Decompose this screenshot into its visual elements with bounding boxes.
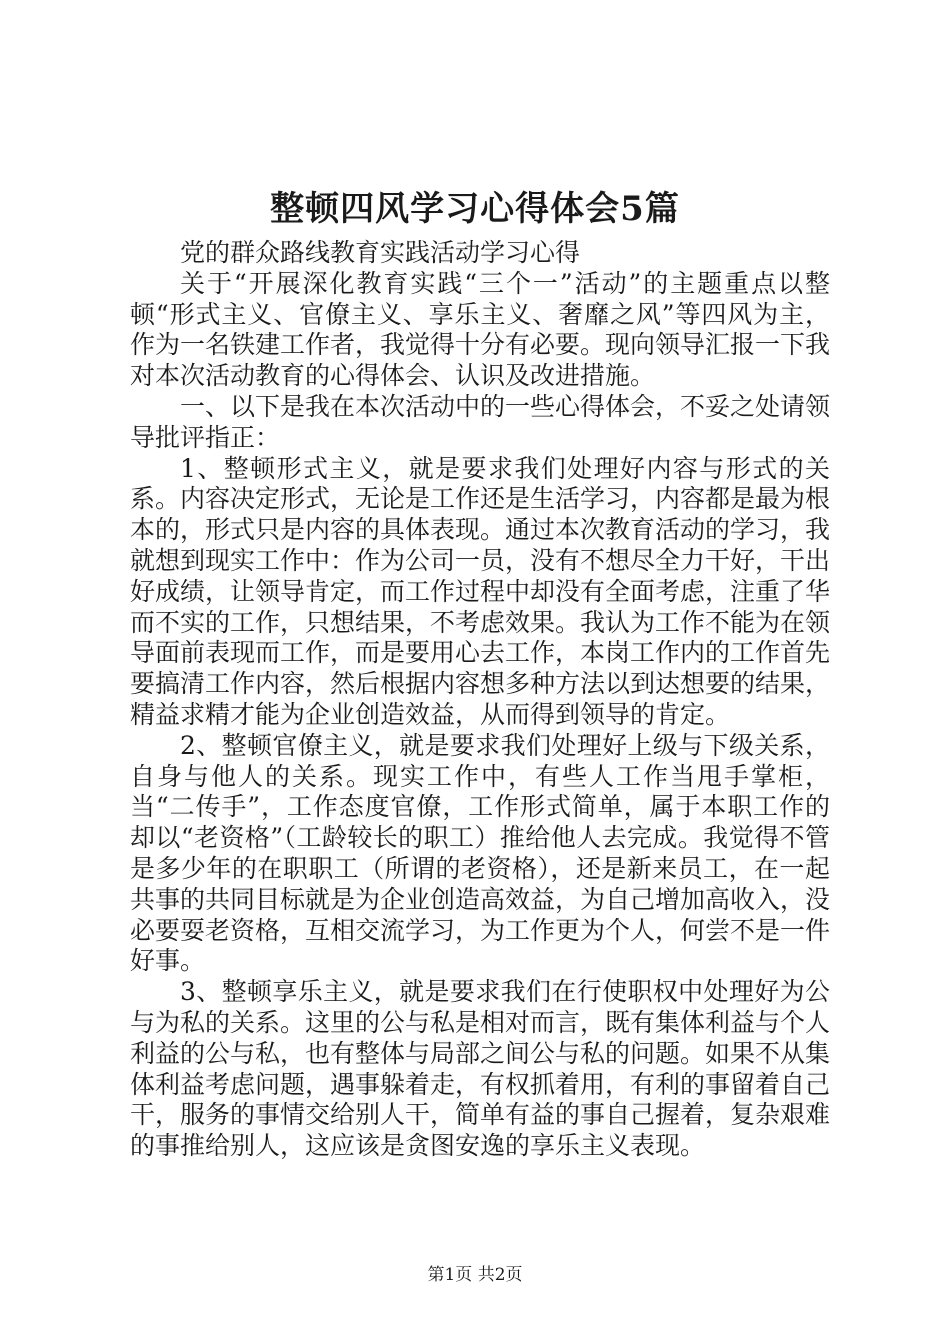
document-body (130, 238, 830, 1162)
paragraph-formalism: 1、整顿形式主义，就是要求我们处理好内容与形式的关系。内容决定形式，无论是工作还是生活学习，内容都是最为根本的，形式只是内容的具体表现。通过本次教育活动的学习，我就想到现实工作中：作为公司一员，没有不想尽全力干好，干出好成绩，让领导肯定，而工作过程中却没有全面考虑，注重了华而不实的工作，只想结果，不考虑效果。我认为工作不能为在领导面前表现而工作，而是要用心去工作，本岗工作内的工作首先要搞清工作内容，然后根据内容想多种方法以到达想要的结果，精益求精才能为企业创造效益，从而得到领导的肯定。 (130, 453, 831, 729)
document-title: 整顿四风学习心得体会5篇 (270, 189, 680, 229)
page-number-footer: 第1页 共2页 (427, 1265, 523, 1285)
paragraph-section-one: 一、以下是我在本次活动中的一些心得体会，不妥之处请领导批评指正： (130, 391, 831, 452)
paragraph-subtitle: 党的群众路线教育实践活动学习心得 (180, 238, 581, 267)
paragraph-hedonism: 3、整顿享乐主义，就是要求我们在行使职权中处理好为公与为私的关系。这里的公与私是相对而言，既有集体利益与个人利益的公与私，也有整体与局部之间公与私的问题。如果不从集体利益考虑问题，遇事躲着走，有权抓着用，有利的事留着自己干，服务的事情交给别人干，简单有益的事自己握着，复杂艰难的事推给别人，这应该是贪图安逸的享乐主义表现。 (130, 977, 831, 1161)
paragraph-intro: 关于“开展深化教育实践“三个一”活动”的主题重点以整顿“形式主义、官僚主义、享乐主义、奢靡之风”等四风为主，作为一名铁建工作者，我觉得十分有必要。现向领导汇报一下我对本次活动教育的心得体会、认识及改进措施。 (130, 268, 831, 391)
paragraph-bureaucracy: 2、整顿官僚主义，就是要求我们处理好上级与下级关系，自身与他人的关系。现实工作中，有些人工作当甩手掌柜，当“二传手”，工作态度官僚，工作形式简单，属于本职工作的却以“老资格”（工龄较长的职工）推给他人去完成。我觉得不管是多少年的在职职工（所谓的老资格），还是新来员工，在一起共事的共同目标就是为企业创造高效益，为自己增加高收入，没必要耍老资格，互相交流学习，为工作更为个人，何尝不是一件好事。 (130, 730, 831, 976)
